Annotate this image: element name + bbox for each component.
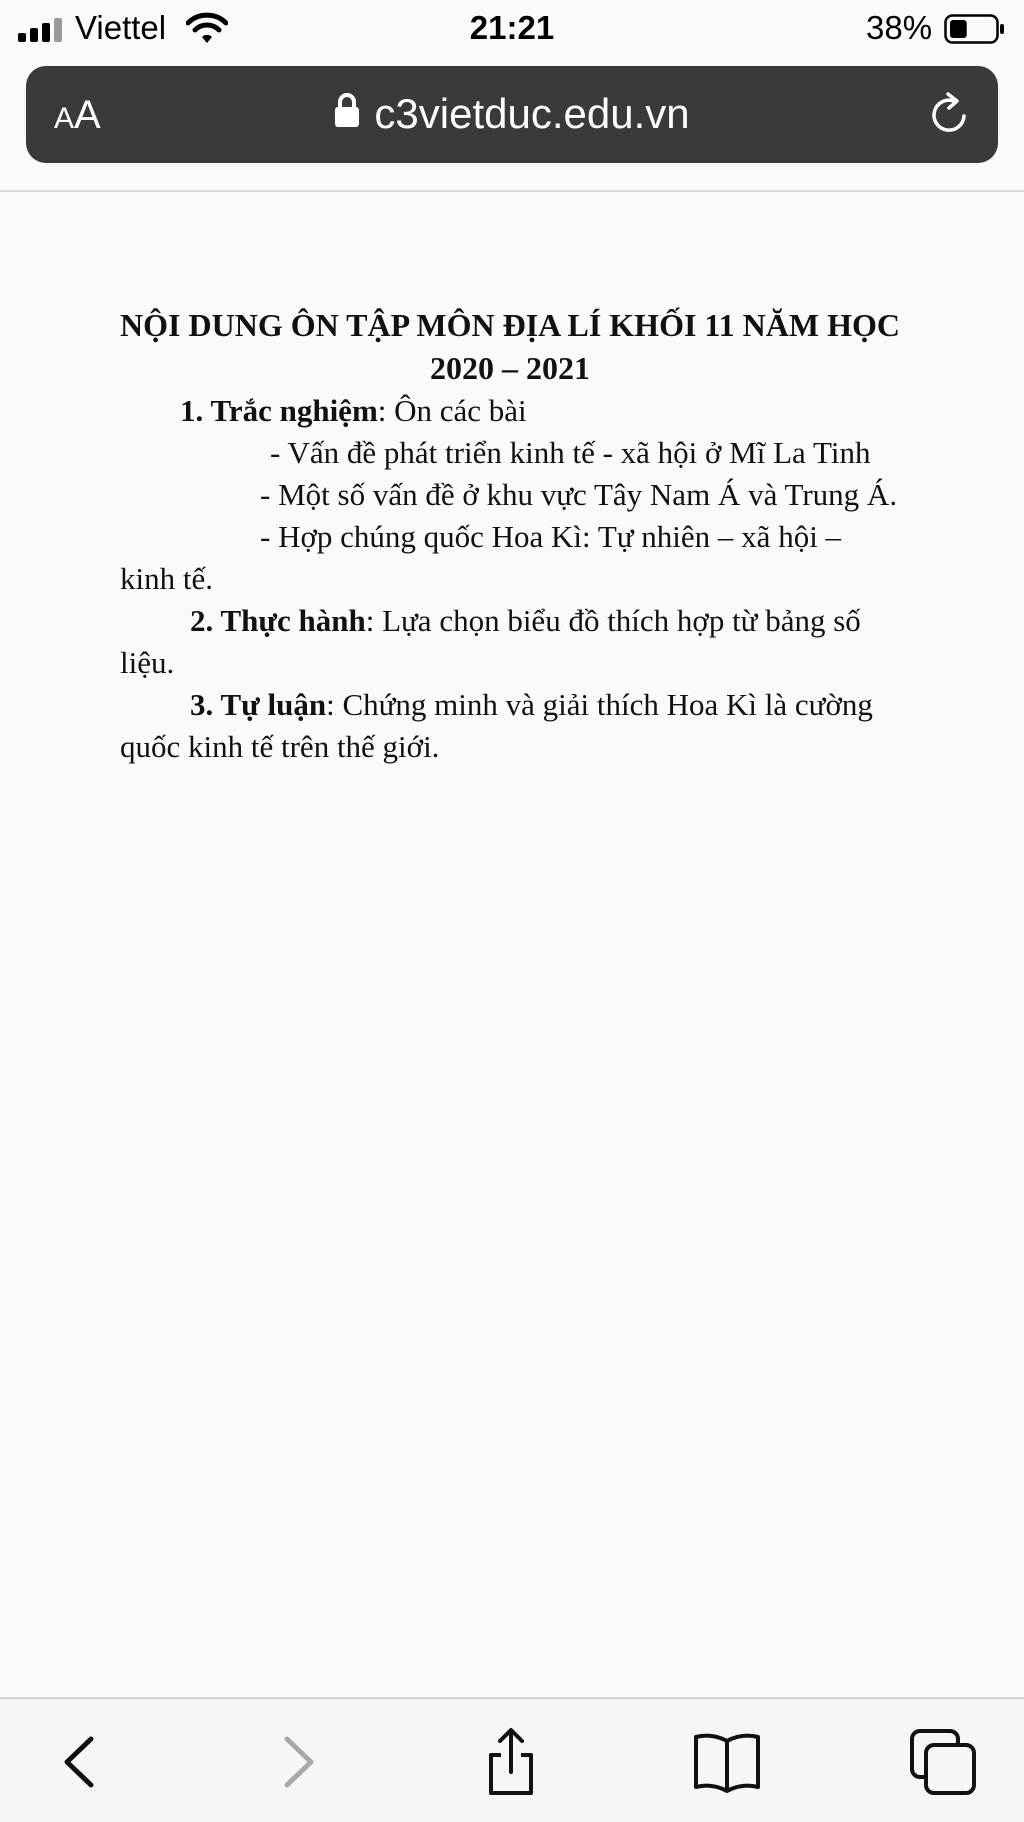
list-item: - Một số vấn đề ở khu vực Tây Nam Á và Trung Á. xyxy=(260,477,898,512)
clock: 21:21 xyxy=(469,9,555,46)
section-essay xyxy=(120,684,900,768)
document-content xyxy=(120,304,900,768)
section-1-heading: 1. Trắc nghiệm xyxy=(180,393,378,428)
list-item: - Hợp chúng quốc Hoa Kì: Tự nhiên – xã hội – kinh tế. xyxy=(120,519,842,596)
back-button[interactable] xyxy=(45,1727,115,1797)
bookmarks-button[interactable] xyxy=(692,1727,762,1797)
bookmarks-icon xyxy=(692,1727,762,1797)
section-2-text: : Lựa chọn biểu đồ thích hợp từ bảng số liệu. xyxy=(120,603,861,680)
text-size-small-a: A xyxy=(54,102,75,135)
header-divider xyxy=(0,190,1024,192)
section-3-heading: 3. Tự luận xyxy=(190,687,327,722)
share-icon xyxy=(476,1727,546,1797)
tabs-button[interactable] xyxy=(908,1727,978,1797)
section-3-text: : Chứng minh và giải thích Hoa Kì là cường quốc kinh tế trên thế giới. xyxy=(120,687,873,764)
status-bar xyxy=(0,0,1024,58)
section-1-text: : Ôn các bài xyxy=(377,393,527,428)
list-item: - Vấn đề phát triển kinh tế - xã hội ở Mĩ La Tinh xyxy=(270,435,871,470)
section-multiple-choice xyxy=(120,390,900,432)
battery-icon xyxy=(944,14,1006,44)
url-text: c3vietduc.edu.vn xyxy=(374,90,690,137)
reload-icon[interactable] xyxy=(926,92,972,138)
section-practice xyxy=(120,600,900,684)
forward-icon xyxy=(263,1727,333,1797)
address-bar[interactable] xyxy=(26,66,998,163)
bottom-toolbar xyxy=(0,1697,1024,1822)
forward-button[interactable] xyxy=(263,1727,333,1797)
lock-icon xyxy=(334,92,360,128)
battery-percent: 38% xyxy=(866,9,933,46)
tabs-icon xyxy=(908,1727,978,1797)
text-size-large-a: A xyxy=(74,93,101,137)
back-icon xyxy=(45,1727,115,1797)
share-button[interactable] xyxy=(476,1727,546,1797)
document-title: NỘI DUNG ÔN TẬP MÔN ĐỊA LÍ KHỐI 11 NĂM HỌC 2020 – 2021 xyxy=(120,307,900,386)
url-display[interactable] xyxy=(26,88,998,140)
carrier-name: Viettel xyxy=(75,9,167,46)
section-2-heading: 2. Thực hành xyxy=(190,603,366,638)
